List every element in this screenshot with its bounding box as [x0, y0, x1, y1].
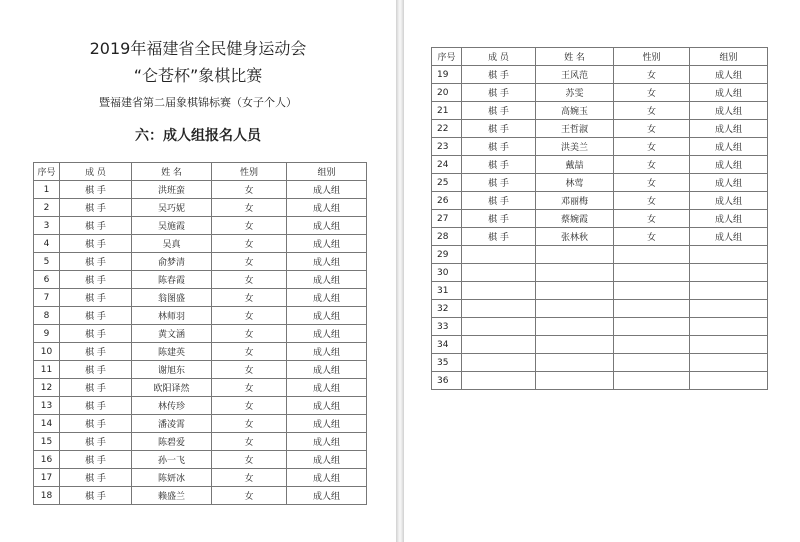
cell-index: 28 [432, 228, 462, 246]
cell-gender [614, 264, 690, 282]
cell-group: 成人组 [287, 199, 367, 217]
cell-member: 棋 手 [462, 120, 536, 138]
cell-name: 陈碧爱 [132, 433, 212, 451]
cell-name: 戴喆 [536, 156, 614, 174]
cell-index: 7 [34, 289, 60, 307]
header-index: 序号 [432, 48, 462, 66]
table-row [34, 199, 367, 217]
cell-group [690, 300, 768, 318]
cell-index: 11 [34, 361, 60, 379]
cell-gender [614, 336, 690, 354]
cell-index: 19 [432, 66, 462, 84]
cell-index: 13 [34, 397, 60, 415]
cell-name: 蔡婉霞 [536, 210, 614, 228]
cell-group: 成人组 [690, 138, 768, 156]
table-row [432, 138, 768, 156]
cell-name: 邓丽梅 [536, 192, 614, 210]
header-member: 成 员 [60, 163, 132, 181]
cell-index: 8 [34, 307, 60, 325]
cell-name [536, 300, 614, 318]
table-row [432, 228, 768, 246]
table-body-left [34, 181, 367, 505]
cell-gender: 女 [212, 235, 287, 253]
table-row [34, 217, 367, 235]
cell-index: 15 [34, 433, 60, 451]
table-row [34, 397, 367, 415]
cell-index: 31 [432, 282, 462, 300]
cell-index: 5 [34, 253, 60, 271]
cell-name: 吴施霞 [132, 217, 212, 235]
cell-gender: 女 [212, 271, 287, 289]
cell-member [462, 246, 536, 264]
cell-name: 洪美兰 [536, 138, 614, 156]
cell-name: 陈春霞 [132, 271, 212, 289]
cell-gender: 女 [614, 138, 690, 156]
cell-name: 谢旭东 [132, 361, 212, 379]
cell-gender: 女 [212, 433, 287, 451]
cell-index: 14 [34, 415, 60, 433]
cell-member [462, 336, 536, 354]
left-page [0, 0, 396, 542]
cell-member: 棋 手 [462, 156, 536, 174]
cell-group [690, 264, 768, 282]
cell-member [462, 300, 536, 318]
cell-name: 王风范 [536, 66, 614, 84]
header-name: 姓 名 [132, 163, 212, 181]
cell-index: 6 [34, 271, 60, 289]
cell-group: 成人组 [690, 66, 768, 84]
cell-gender: 女 [614, 84, 690, 102]
cell-group: 成人组 [287, 253, 367, 271]
table-row [432, 300, 768, 318]
header-member: 成 员 [462, 48, 536, 66]
cell-gender: 女 [614, 174, 690, 192]
cell-name: 吴真 [132, 235, 212, 253]
cell-member: 棋 手 [60, 487, 132, 505]
cell-group: 成人组 [690, 84, 768, 102]
cell-name: 高婉玉 [536, 102, 614, 120]
table-row [432, 246, 768, 264]
cell-name: 张林秋 [536, 228, 614, 246]
cell-name [536, 372, 614, 390]
cell-name: 林传珍 [132, 397, 212, 415]
table-header-row [34, 163, 367, 181]
cell-name: 洪班蛮 [132, 181, 212, 199]
cell-name: 吴巧妮 [132, 199, 212, 217]
cell-member [462, 318, 536, 336]
cell-group [690, 246, 768, 264]
cell-name: 潘凌霄 [132, 415, 212, 433]
table-row [432, 66, 768, 84]
cell-index: 23 [432, 138, 462, 156]
table-row [432, 318, 768, 336]
cell-name [536, 354, 614, 372]
cell-index: 29 [432, 246, 462, 264]
cell-index: 26 [432, 192, 462, 210]
cell-gender: 女 [212, 199, 287, 217]
cell-gender [614, 354, 690, 372]
cell-group: 成人组 [287, 271, 367, 289]
cell-member: 棋 手 [462, 192, 536, 210]
cell-name: 林师羽 [132, 307, 212, 325]
cell-gender: 女 [614, 102, 690, 120]
cell-member: 棋 手 [60, 199, 132, 217]
cell-name [536, 318, 614, 336]
cell-gender: 女 [614, 228, 690, 246]
cell-group: 成人组 [287, 487, 367, 505]
cell-group: 成人组 [287, 289, 367, 307]
cell-gender: 女 [212, 361, 287, 379]
cell-index: 16 [34, 451, 60, 469]
cell-gender: 女 [212, 451, 287, 469]
table-body-right [432, 66, 768, 390]
cell-group [690, 372, 768, 390]
cell-member: 棋 手 [462, 102, 536, 120]
cell-name: 林莺 [536, 174, 614, 192]
cell-member: 棋 手 [60, 361, 132, 379]
table-row [432, 174, 768, 192]
header-name: 姓 名 [536, 48, 614, 66]
table-row [34, 415, 367, 433]
cell-member: 棋 手 [60, 397, 132, 415]
registration-table-right [431, 47, 768, 390]
cell-group: 成人组 [287, 307, 367, 325]
cell-index: 34 [432, 336, 462, 354]
cell-gender: 女 [614, 210, 690, 228]
cell-gender [614, 300, 690, 318]
cell-member: 棋 手 [60, 307, 132, 325]
cell-index: 24 [432, 156, 462, 174]
cell-index: 21 [432, 102, 462, 120]
table-row [34, 307, 367, 325]
cell-member: 棋 手 [462, 66, 536, 84]
cell-name: 苏雯 [536, 84, 614, 102]
cell-group: 成人组 [690, 192, 768, 210]
cell-gender: 女 [614, 192, 690, 210]
cell-group: 成人组 [287, 235, 367, 253]
cell-group [690, 336, 768, 354]
cell-member: 棋 手 [60, 433, 132, 451]
cell-gender: 女 [614, 66, 690, 84]
cell-gender: 女 [212, 487, 287, 505]
cell-name [536, 246, 614, 264]
table-row [34, 253, 367, 271]
cell-index: 4 [34, 235, 60, 253]
cell-index: 18 [34, 487, 60, 505]
table-row [34, 271, 367, 289]
cell-member: 棋 手 [60, 379, 132, 397]
cell-name: 翁图盛 [132, 289, 212, 307]
right-page [404, 0, 800, 542]
cell-index: 35 [432, 354, 462, 372]
table-row [34, 343, 367, 361]
header-index: 序号 [34, 163, 60, 181]
cell-name [536, 336, 614, 354]
cell-group: 成人组 [287, 379, 367, 397]
event-title: 2019年福建省全民健身运动会 [89, 39, 307, 58]
cell-index: 20 [432, 84, 462, 102]
cell-member: 棋 手 [60, 253, 132, 271]
cell-gender: 女 [212, 343, 287, 361]
cell-index: 32 [432, 300, 462, 318]
table-row [34, 325, 367, 343]
cell-group: 成人组 [287, 469, 367, 487]
cell-group: 成人组 [287, 415, 367, 433]
cell-index: 22 [432, 120, 462, 138]
table-row [432, 354, 768, 372]
cell-member: 棋 手 [462, 174, 536, 192]
cell-member: 棋 手 [60, 217, 132, 235]
table-row [34, 433, 367, 451]
table-row [34, 469, 367, 487]
cell-name: 陈建英 [132, 343, 212, 361]
cell-group: 成人组 [287, 325, 367, 343]
section-title: 六：成人组报名人员 [135, 128, 261, 144]
table-row [432, 210, 768, 228]
cell-group [690, 354, 768, 372]
cell-name: 黄文涵 [132, 325, 212, 343]
table-row [432, 156, 768, 174]
cell-member [462, 264, 536, 282]
championship-subtitle: 暨福建省第二届象棋锦标赛（女子个人） [99, 96, 297, 109]
cell-member: 棋 手 [60, 271, 132, 289]
registration-table-left [33, 162, 367, 505]
cell-member [462, 354, 536, 372]
cell-group: 成人组 [690, 102, 768, 120]
cell-gender: 女 [212, 181, 287, 199]
table-row [432, 102, 768, 120]
cell-member: 棋 手 [60, 469, 132, 487]
table-row [432, 84, 768, 102]
cell-gender: 女 [212, 307, 287, 325]
table-row [34, 451, 367, 469]
cell-gender: 女 [212, 397, 287, 415]
cell-member [462, 372, 536, 390]
cell-gender [614, 372, 690, 390]
cell-name [536, 282, 614, 300]
cell-group: 成人组 [690, 156, 768, 174]
cell-group: 成人组 [287, 181, 367, 199]
cell-name: 赖盛兰 [132, 487, 212, 505]
cell-member: 棋 手 [60, 343, 132, 361]
cell-name: 欧阳译然 [132, 379, 212, 397]
cell-index: 30 [432, 264, 462, 282]
cell-name: 王哲淑 [536, 120, 614, 138]
cell-member: 棋 手 [462, 210, 536, 228]
cell-member: 棋 手 [60, 451, 132, 469]
book-gutter [396, 0, 404, 542]
cell-group: 成人组 [690, 174, 768, 192]
cell-group: 成人组 [287, 361, 367, 379]
cell-gender: 女 [212, 253, 287, 271]
table-row [34, 235, 367, 253]
cell-index: 33 [432, 318, 462, 336]
table-row [34, 379, 367, 397]
table-row [34, 487, 367, 505]
cell-gender: 女 [614, 156, 690, 174]
cell-index: 17 [34, 469, 60, 487]
cell-name [536, 264, 614, 282]
table-row [432, 120, 768, 138]
header-group: 组别 [690, 48, 768, 66]
cell-gender: 女 [212, 325, 287, 343]
cell-index: 9 [34, 325, 60, 343]
cell-gender: 女 [212, 415, 287, 433]
cell-name: 俞梦清 [132, 253, 212, 271]
cell-index: 3 [34, 217, 60, 235]
header-gender: 性别 [212, 163, 287, 181]
table-row [432, 192, 768, 210]
cell-gender: 女 [212, 217, 287, 235]
cell-group: 成人组 [287, 397, 367, 415]
cell-name: 陈妍冰 [132, 469, 212, 487]
cell-gender [614, 246, 690, 264]
table-row [34, 289, 367, 307]
cell-member: 棋 手 [60, 289, 132, 307]
cell-member: 棋 手 [60, 235, 132, 253]
table-row [34, 181, 367, 199]
table-row [34, 361, 367, 379]
cell-group: 成人组 [690, 120, 768, 138]
cell-group [690, 318, 768, 336]
cell-member: 棋 手 [60, 415, 132, 433]
header-group: 组别 [287, 163, 367, 181]
cell-member: 棋 手 [462, 138, 536, 156]
table-row [432, 336, 768, 354]
cell-group [690, 282, 768, 300]
cell-group: 成人组 [287, 451, 367, 469]
cell-index: 25 [432, 174, 462, 192]
cell-index: 12 [34, 379, 60, 397]
cell-group: 成人组 [690, 210, 768, 228]
cell-index: 10 [34, 343, 60, 361]
table-header-row [432, 48, 768, 66]
table-row [432, 372, 768, 390]
cell-gender: 女 [212, 289, 287, 307]
cell-group: 成人组 [287, 217, 367, 235]
cell-member: 棋 手 [60, 181, 132, 199]
cell-gender: 女 [212, 469, 287, 487]
cell-member [462, 282, 536, 300]
cell-gender: 女 [212, 379, 287, 397]
cell-member: 棋 手 [60, 325, 132, 343]
cell-member: 棋 手 [462, 228, 536, 246]
cell-index: 1 [34, 181, 60, 199]
cell-group: 成人组 [690, 228, 768, 246]
header-gender: 性别 [614, 48, 690, 66]
cell-index: 27 [432, 210, 462, 228]
cell-gender [614, 318, 690, 336]
cell-member: 棋 手 [462, 84, 536, 102]
cell-index: 36 [432, 372, 462, 390]
table-row [432, 282, 768, 300]
table-row [432, 264, 768, 282]
cell-index: 2 [34, 199, 60, 217]
cup-title: “仑苍杯”象棋比赛 [133, 66, 263, 85]
cell-group: 成人组 [287, 343, 367, 361]
cell-gender: 女 [614, 120, 690, 138]
cell-name: 孙一飞 [132, 451, 212, 469]
cell-gender [614, 282, 690, 300]
cell-group: 成人组 [287, 433, 367, 451]
